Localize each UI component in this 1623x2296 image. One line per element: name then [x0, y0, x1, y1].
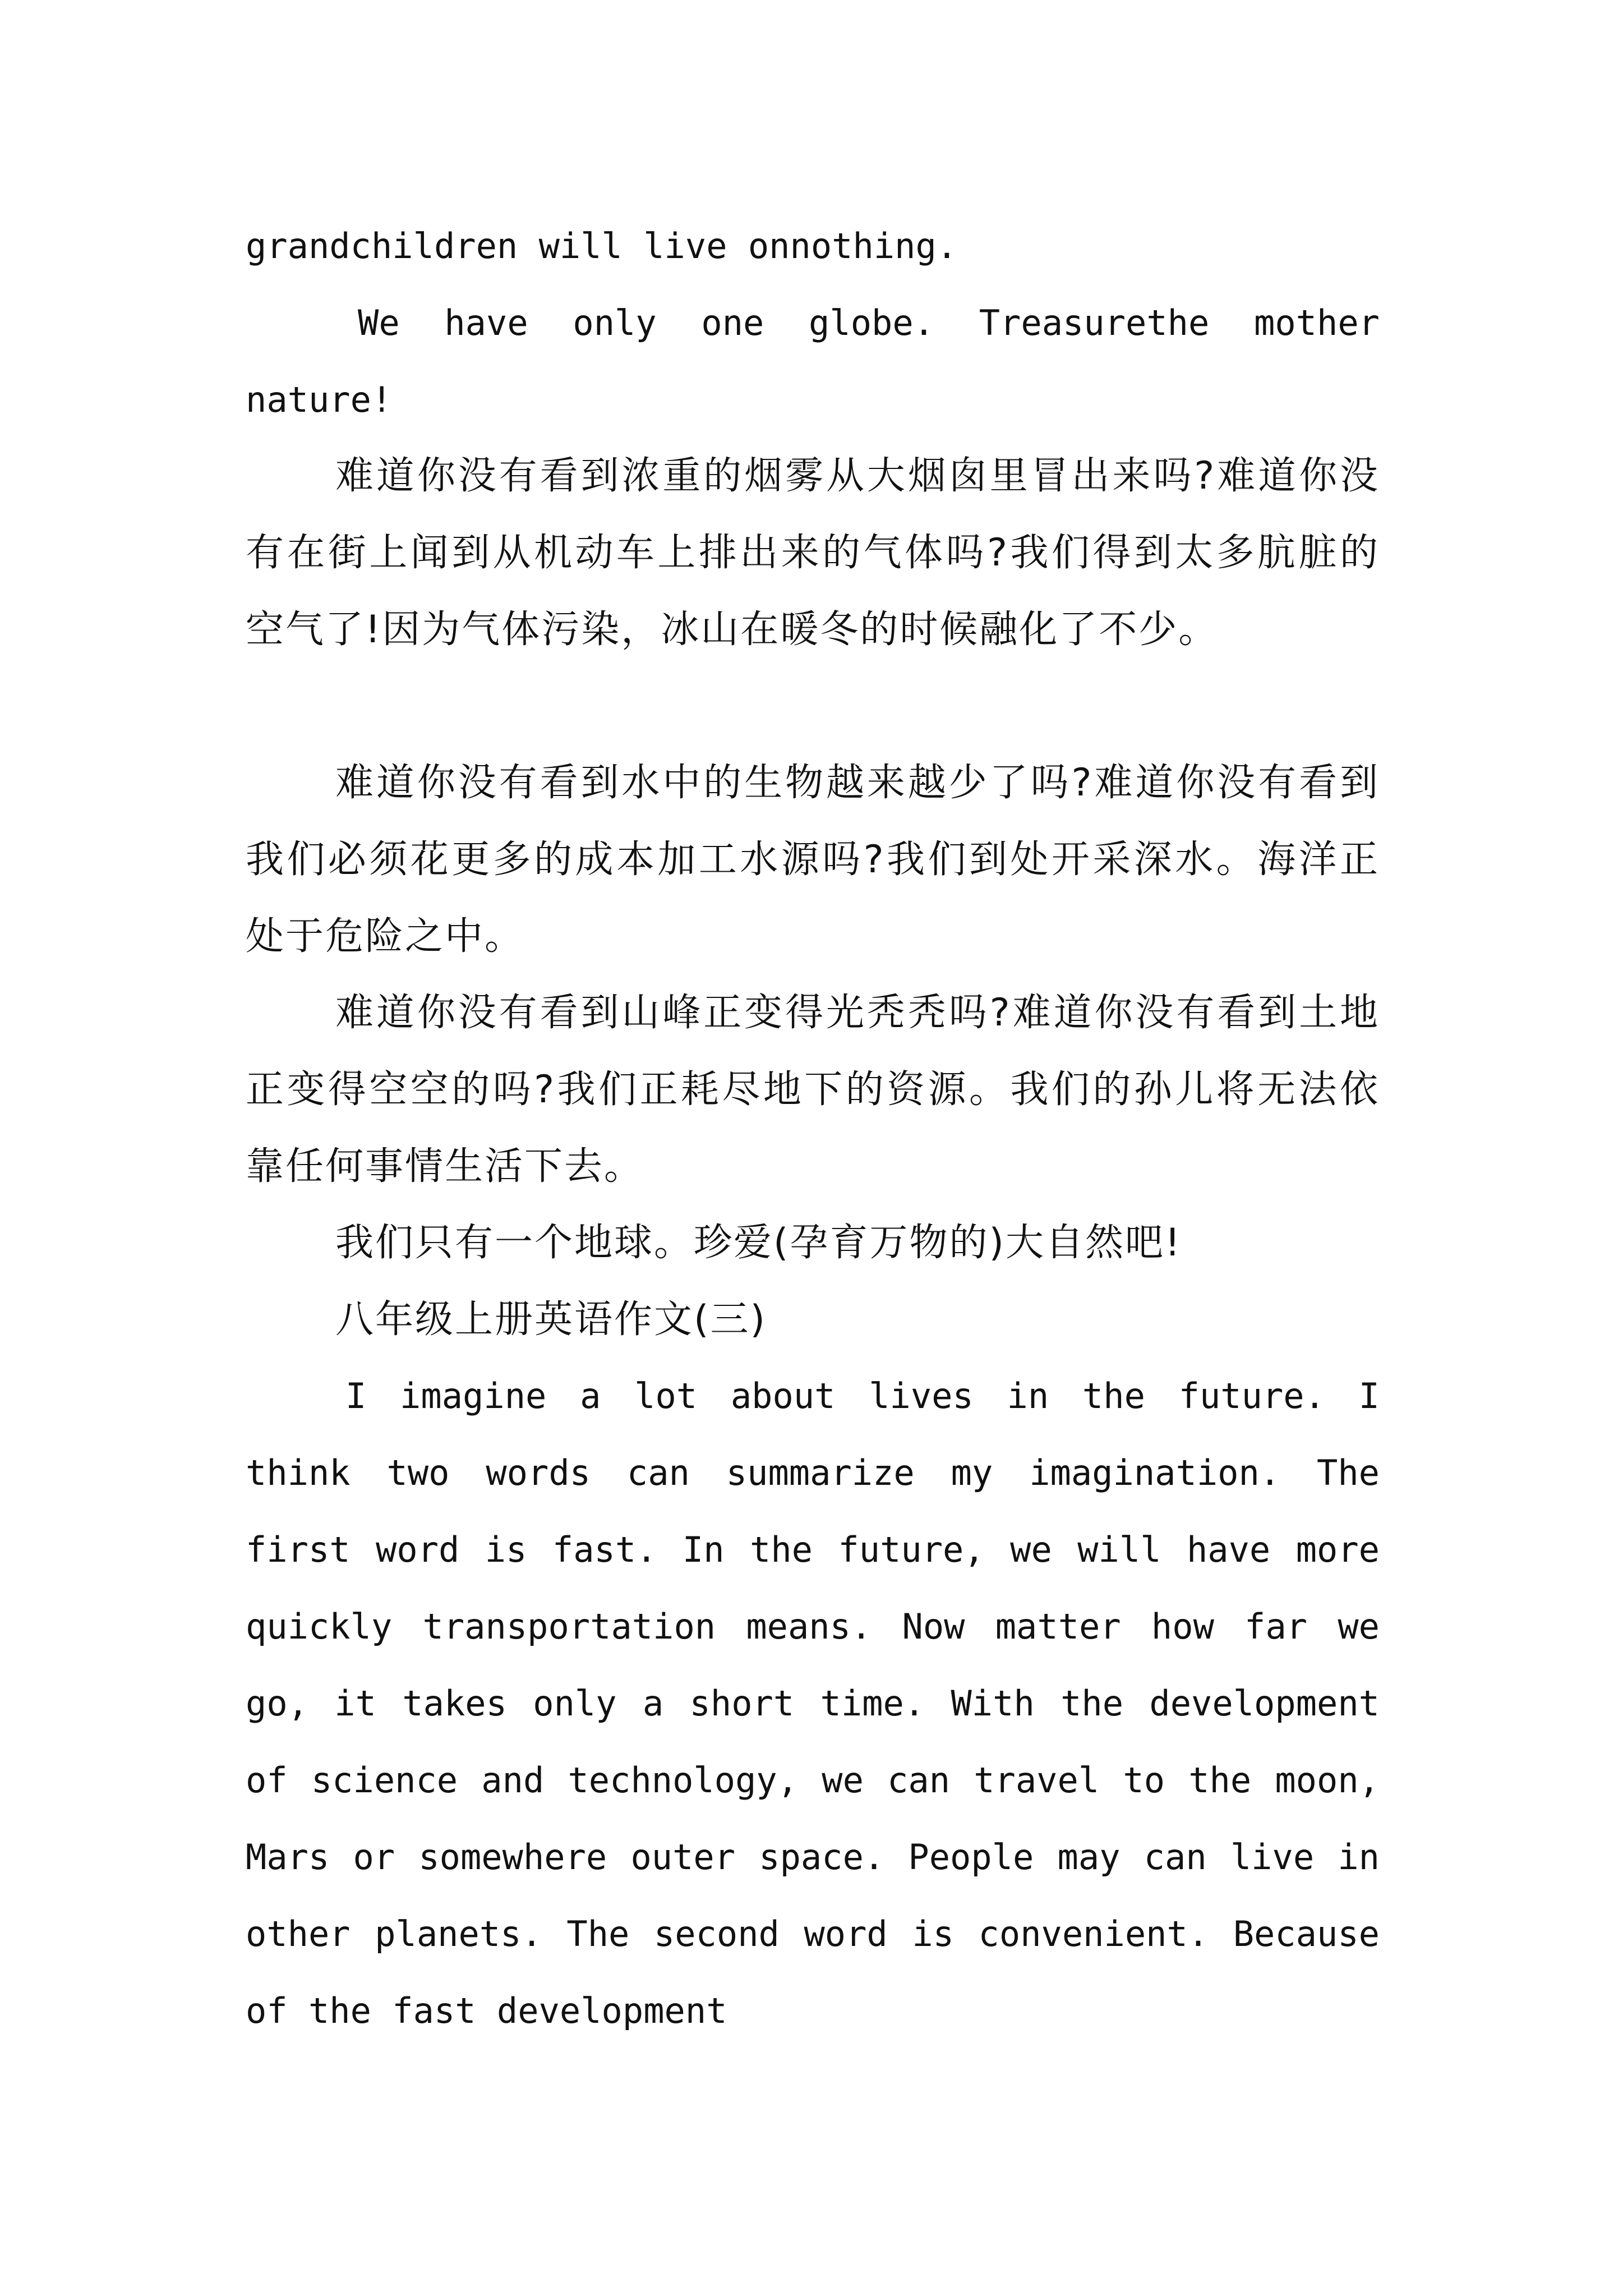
paragraph-land-resources: 难道你没有看到山峰正变得光秃秃吗?难道你没有看到土地正变得空空的吗?我们正耗尽地下的资源。我们的孙儿将无法依靠任何事情生活下去。	[246, 991, 1380, 1189]
paragraph-air-pollution: 难道你没有看到浓重的烟雾从大烟囱里冒出来吗?难道你没有在街上闻到从机动车上排出来的气体吗?我们得到太多肮脏的空气了!因为气体污染，冰山在暖冬的时候融化了不少。	[246, 454, 1380, 652]
paragraph-future-life: I imagine a lot about lives in the future. I think two words can summarize my imagination. The first word is fast. In the future, we will have more quickly transportation means. Now matter how far we go, it takes only a short time. With the development of science and technology, we can travel to the moon, Mars or somewhere outer space. People may can live in other planets. The second word is convenient. Because of the fast development	[246, 1375, 1380, 2031]
section-heading: 八年级上册英语作文(三)	[335, 1297, 767, 1342]
paragraph-treasure-nature: 我们只有一个地球。珍爱(孕育万物的)大自然吧!	[335, 1221, 1182, 1265]
paragraph-continuation: grandchildren will live onnothing.	[246, 226, 958, 266]
paragraph-water-pollution: 难道你没有看到水中的生物越来越少了吗?难道你没有看到我们必须花更多的成本加工水源吗?我们到处开采深水。海洋正处于危险之中。	[246, 761, 1380, 959]
paragraph-globe: We have only one globe. Treasurethe mother nature!	[246, 302, 1380, 420]
